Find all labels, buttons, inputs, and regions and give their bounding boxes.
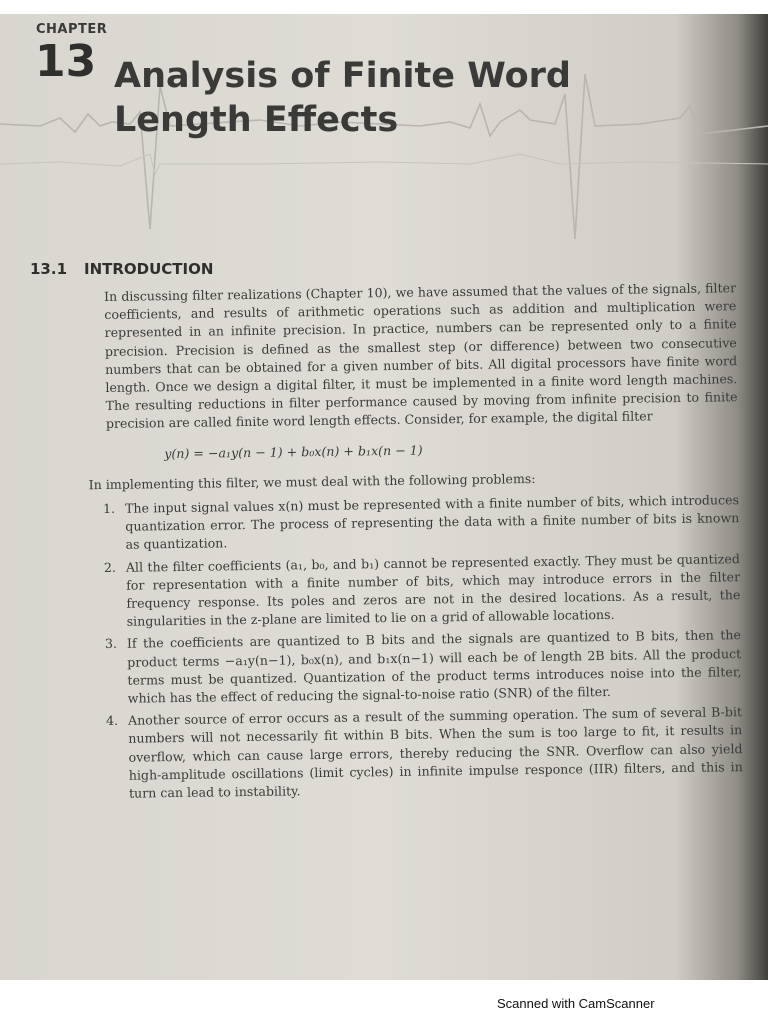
body-text: [88, 279, 743, 807]
list-item-text: Another source of error occurs as a result of the summing operation. The sum of several B-bit numbers will not necessarily fit within B bits. When the sum is too large to fit, it results in overflow, which can cause large errors, thereby reducing the SNR. Overflow can also yield high-amplitude oscillations (limit cycles) in infinite impulse responce (IIR) filters, and this in turn can lead to instability.: [127, 704, 743, 801]
intro-paragraph: In discussing filter realizations (Chapter 10), we have assumed that the values of the signals, filter coefficients, and results of arithmetic operations such as addition and multiplication were represented in an infinite precision. In practice, numbers can be represented only to a finite precision. Precision is defined as the smallest step (or difference) between two consecutive numbers that can be obtained for a given number of bits. All digital processors have finite word length. Once we design a digital filter, it must be implemented in a finite word length machines. The resulting reductions in filter performance caused by moving from infinite precision to finite precision are called finite word length effects. Consider, for example, the digital filter: [104, 280, 738, 432]
list-item: [105, 627, 742, 709]
problems-intro: In implementing this filter, we must deal with the following problems:: [88, 470, 536, 493]
chapter-title-line1: Analysis of Finite Word: [114, 56, 571, 96]
list-item-number: 2.: [103, 559, 117, 575]
section-number: 13.1: [30, 260, 68, 278]
list-item: [103, 491, 740, 554]
filter-equation: y(n) = −a₁y(n − 1) + b₀x(n) + b₁x(n − 1): [164, 442, 423, 461]
chapter-number: 13: [35, 36, 97, 87]
list-item-text: If the coefficients are quantized to B bits and the signals are quantized to B bits, then the product terms −a₁y(n−1), b₀x(n), and b₁x(n−1) will each be of length 2B bits. All the product terms must be quantized. Quantization of the product terms introduces noise into the filter, which has the effect of reducing the signal-to-noise ratio (SNR) of the filter.: [126, 627, 742, 706]
list-item: [104, 550, 741, 632]
list-item-text: The input signal values x(n) must be represented with a finite number of bits, which introduces quantization error. The process of representing the data with a finite number of bits is known as quantization.: [124, 492, 740, 553]
chapter-label: CHAPTER: [36, 22, 108, 37]
problems-list: [103, 491, 743, 803]
list-item-number: 3.: [104, 636, 118, 652]
list-item-number: 4.: [105, 713, 119, 729]
scanner-watermark: Scanned with CamScanner: [497, 996, 655, 1011]
section-title: INTRODUCTION: [84, 260, 214, 278]
list-item-number: 1.: [102, 500, 116, 517]
list-item: [106, 703, 743, 803]
chapter-title: [114, 54, 571, 142]
list-item-text: All the filter coefficients (a₁, b₀, and b₁) cannot be represented exactly. They must be quantized for representation with a finite number of bits, which may introduce errors in the filter frequency response. Its poles and zeros are not in the desired locations. As a result, the singularities in the z-plane are limited to lie on a grid of allowable locations.: [125, 550, 741, 629]
scanned-page: [0, 14, 768, 980]
chapter-title-line2: Length Effects: [114, 100, 399, 140]
